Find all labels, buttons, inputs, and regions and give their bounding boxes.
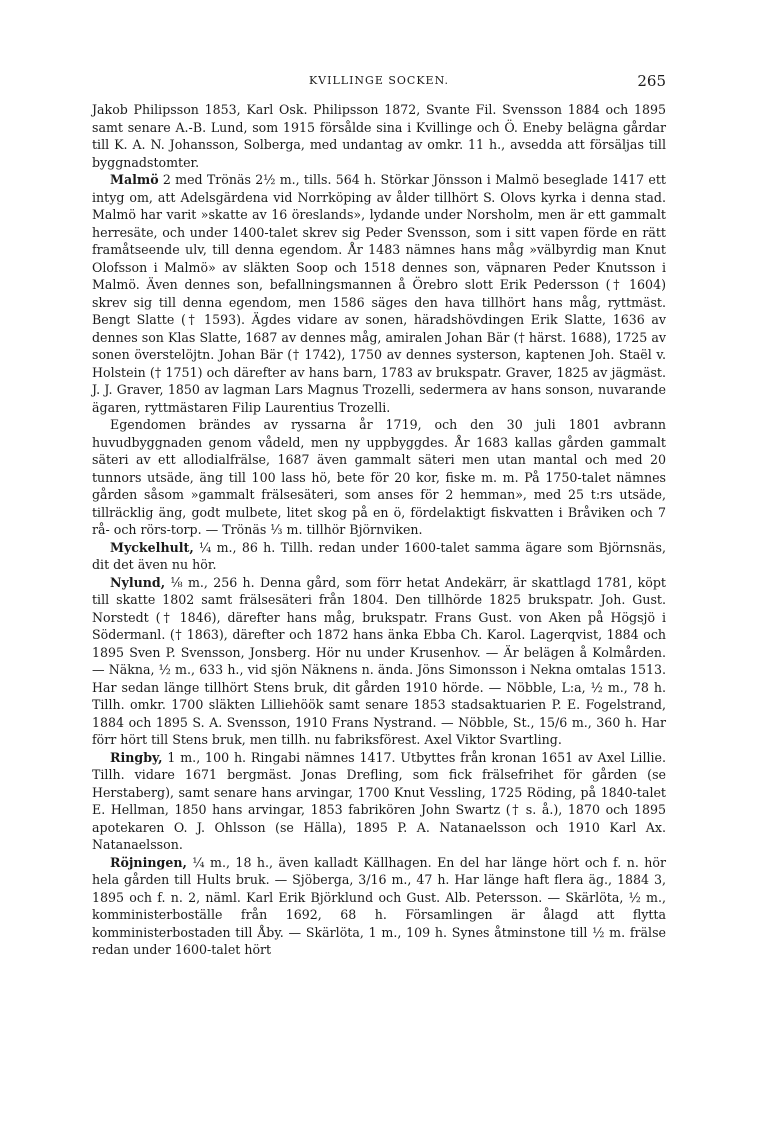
- entry-heading: Ringby,: [110, 749, 163, 765]
- entry-heading: Nylund,: [110, 574, 166, 590]
- paragraph: [92, 574, 666, 749]
- paragraph: [92, 539, 666, 574]
- entry-heading: Myckelhult,: [110, 539, 194, 555]
- paragraph-text: 1 m., 100 h. Ringabi nämnes 1417. Utbyttes från kronan 1651 av Axel Lillie. Tillh. vidare 1671 bergmäst. Jonas Drefling, som fick frälsefrihet för gården (se Herstaberg), samt senare hans arvingar, 1700 Knut Vessling, 1725 Röding, på 1840-talet E. Hellman, 1850 hans arvingar, 1853 fabrikören John Swartz († s. å.), 1870 och 1895 apotekaren O. J. Ohlsson (se Hälla), 1895 P. A. Natanaelsson och 1910 Karl Ax. Natanaelsson.: [92, 749, 666, 852]
- entry-heading: Malmö: [110, 172, 159, 187]
- paragraph-text: Jakob Philipsson 1853, Karl Osk. Philipsson 1872, Svante Fil. Svensson 1884 och 1895 samt senare A.-B. Lund, som 1915 försålde sina i Kvillinge och Ö. Eneby belägna gårdar till K. A. N. Johansson, Solberga, med undantag av omkr. 11 h., avsedda att försäljas till byggnadstomter.: [92, 102, 666, 170]
- running-title: KVILLINGE SOCKEN.: [308, 74, 450, 87]
- paragraph-text: 2 med Trönäs 2½ m., tills. 564 h. Störkar Jönsson i Malmö beseglade 1417 ett intyg om, att Adelsgärdena vid Norrköping av ålder tillhört S. Olovs kyrka i denna stad. Malmö har varit »skatte av 16 öreslands», lydande under Norsholm, men är ett gammalt herresäte, och under 1400-talet skrev sig Peder Svensson, som i sitt vapen förde en rätt framåtseende ulv, till denna egendom. År 1483 nämnes hans måg »välbyrdig man Knut Olofsson i Malmö» av släkten Soop och 1518 dennes son, väpnaren Peder Knutsson i Malmö. Även dennes son, befallningsmannen å Örebro slott Erik Pedersson († 1604) skrev sig till denna egendom, men 1586 säges den hava tillhört hans måg, ryttmäst. Bengt Slatte († 1593). Ägdes vidare av sonen, häradshövdingen Erik Slatte, 1636 av dennes son Klas Slatte, 1687 av dennes måg, amiralen Johan Bär († härst. 1688), 1725 av sonen överstelöjtn. Johan Bär († 1742), 1750 av dennes systerson, kaptenen Joh. Staël v. Holstein († 1751) och därefter av hans barn, 1783 av brukspatr. Graver, 1825 av jägmäst. J. J. Graver, 1850 av lagman Lars Magnus Trozelli, sedermera av hans sonson, nuvarande ägaren, ryttmästaren Filip Laurentius Trozelli.: [92, 172, 666, 415]
- page-number: 265: [637, 72, 666, 90]
- body-text: [92, 101, 666, 959]
- paragraph-text: ¼ m., 18 h., även kalladt Källhagen. En del har länge hört och f. n. hör hela gården till Hults bruk. — Sjöberga, 3/16 m., 47 h. Har länge haft flera äg., 1884 3, 1895 och f. n. 2, näml. Karl Erik Björklund och Gust. Alb. Petersson. — Skärlöta, ½ m., komministerboställe från 1692, 68 h. Församlingen är ålagd att flytta komministerbostaden till Åby. — Skärlöta, 1 m., 109 h. Synes åtminstone till ½ m. frälse redan under 1600-talet hört: [92, 854, 666, 957]
- entry-heading: Röjningen,: [110, 854, 187, 870]
- paragraph: [92, 171, 666, 416]
- paragraph: [92, 854, 666, 959]
- running-header: [92, 74, 666, 92]
- paragraph-text: Egendomen brändes av ryssarna år 1719, och den 30 juli 1801 avbrann huvudbyggnaden genom vådeld, men ny uppbyggdes. År 1683 kallas gården gammalt säteri av ett allodialfrälse, 1687 även gammalt säteri men utan mantal och med 20 tunnors utsäde, äng till 100 lass hö, bete för 20 kor, fiske m. m. På 1750-talet nämnes gården såsom »gammalt frälsesäteri, som anses för 2 hemman», med 25 t:rs utsäde, tillräcklig äng, godt mulbete, litet skog på en ö, fördelaktigt fiskvatten i Bråviken och 7 rå- och rörs-torp. — Trönäs ⅓ m. tillhör Björnviken.: [92, 417, 666, 537]
- paragraph: [92, 101, 666, 171]
- paragraph: [92, 749, 666, 854]
- paragraph: [92, 416, 666, 539]
- paragraph-text: ¼ m., 86 h. Tillh. redan under 1600-talet samma ägare som Björnsnäs, dit det även nu hör.: [92, 539, 666, 572]
- paragraph-text: ⅛ m., 256 h. Denna gård, som förr hetat Andekärr, är skattlagd 1781, köpt till skatte 1802 samt frälsesäteri från 1804. Den tillhörde 1825 brukspatr. Joh. Gust. Norstedt († 1846), därefter hans måg, brukspatr. Frans Gust. von Aken på Högsjö i Södermanl. († 1863), därefter och 1872 hans änka Ebba Ch. Karol. Lagerqvist, 1884 och 1895 Sven P. Svensson, Jonsberg. Hör nu under Krusenhov. — Är belägen å Kolmården. — Näkna, ½ m., 633 h., vid sjön Näknens n. ända. Jöns Simonsson i Nekna omtalas 1513. Har sedan länge tillhört Stens bruk, dit gården 1910 hörde. — Nöbble, L:a, ½ m., 78 h. Tillh. omkr. 1700 släkten Lilliehöök samt senare 1853 stadsaktuarien P. E. Fogelstrand, 1884 och 1895 S. A. Svensson, 1910 Frans Nystrand. — Nöbble, St., 15/6 m., 360 h. Har förr hört till Stens bruk, men tillh. nu fabriksförest. Axel Viktor Svartling.: [92, 574, 666, 747]
